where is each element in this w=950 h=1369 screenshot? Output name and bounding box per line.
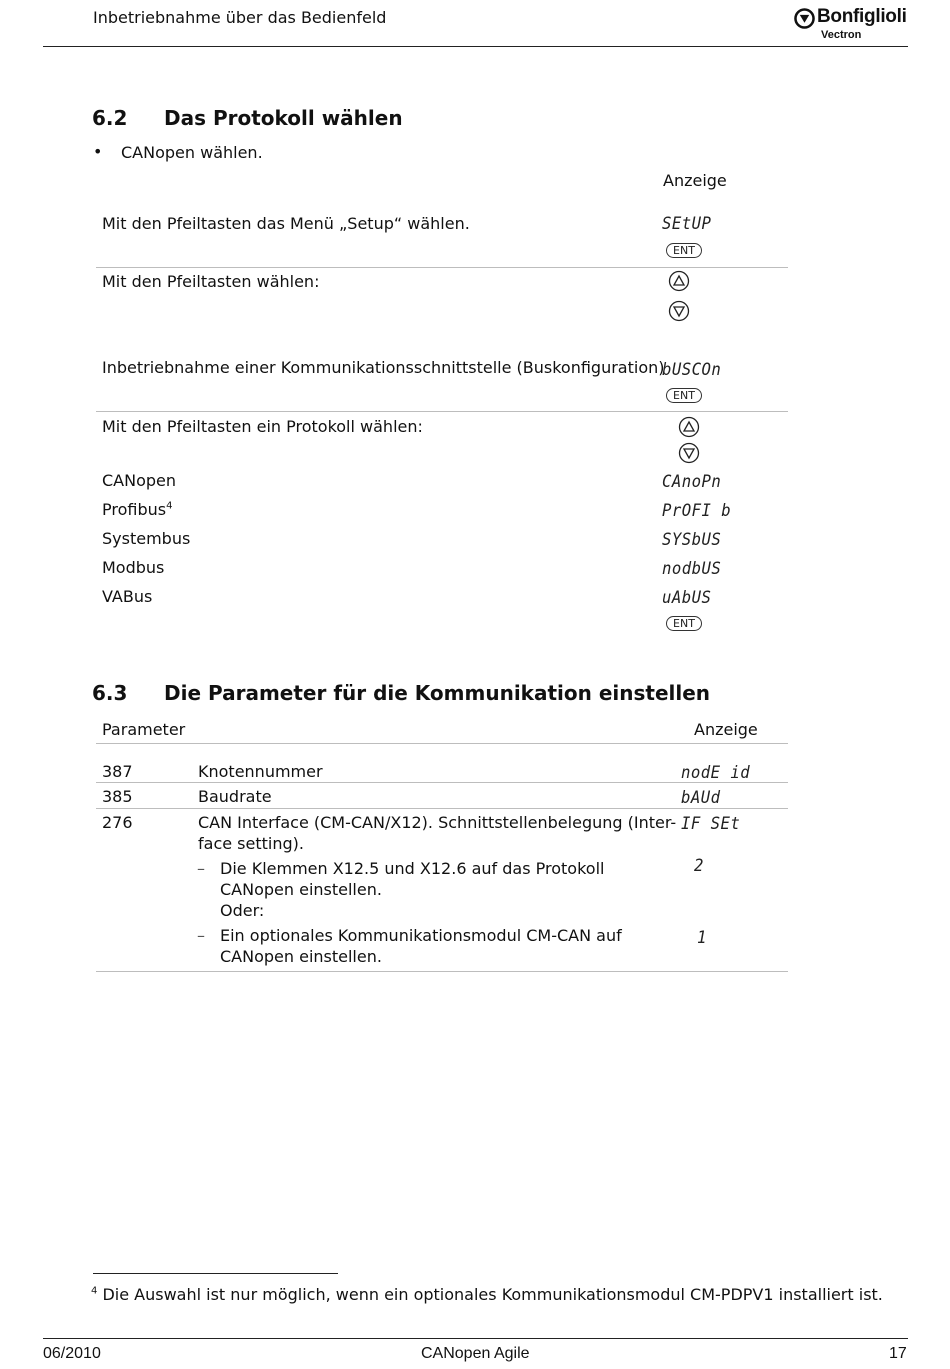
- protocol-item: Systembus: [102, 529, 191, 548]
- option-text: Oder:: [220, 901, 265, 920]
- protocol-display: nodbUS: [662, 559, 722, 579]
- anzeige-column-header: Anzeige: [663, 171, 727, 190]
- protocol-item: Modbus: [102, 558, 165, 577]
- display-buscon: bUSCOn: [662, 360, 722, 380]
- display-setup: SEtUP: [662, 214, 712, 234]
- option-display: 2: [694, 856, 704, 876]
- arrow-up-icon: [668, 270, 690, 292]
- anzeige-column-header: Anzeige: [694, 720, 758, 739]
- option-text: CANopen einstellen.: [220, 880, 382, 899]
- option-dash: –: [197, 926, 205, 945]
- param-number: 387: [102, 762, 133, 781]
- protocol-item: CANopen: [102, 471, 177, 490]
- footnote-text: Die Auswahl ist nur möglich, wenn ein optionales Kommunikationsmodul CM-PDPV1 installiert ist.: [102, 1285, 883, 1304]
- section-62-title: Das Protokoll wählen: [164, 106, 403, 130]
- bonfiglioli-logo: [794, 7, 910, 43]
- protocol-display: SYSbUS: [662, 530, 722, 550]
- step-buscon-text: Inbetriebnahme einer Kommunikationsschnittstelle (Buskonfiguration): [102, 358, 665, 377]
- param-label: Baudrate: [198, 787, 272, 806]
- bullet-canopen: CANopen wählen.: [121, 143, 263, 162]
- param-display: nodE id: [681, 763, 751, 783]
- footnote-rule: [93, 1273, 338, 1274]
- option-dash: –: [197, 859, 205, 878]
- section-63-title: Die Parameter für die Kommunikation einstellen: [164, 681, 711, 705]
- bullet-dot: •: [93, 142, 103, 161]
- section-63-heading: [92, 681, 732, 707]
- ent-key-3: ENT: [666, 616, 702, 631]
- header-rule: [43, 46, 908, 47]
- table-rule: [96, 971, 788, 972]
- logo-sub: Vectron: [821, 29, 862, 41]
- protocol-display: PrOFI b: [662, 501, 732, 521]
- option-text: CANopen einstellen.: [220, 947, 382, 966]
- footnote-ref: 4: [166, 500, 173, 512]
- section-63-number: 6.3: [92, 681, 128, 705]
- parameter-column-header: Parameter: [102, 720, 186, 739]
- table-rule: [96, 808, 788, 809]
- table-rule: [96, 267, 788, 268]
- footer-rule: [43, 1338, 908, 1339]
- footer-date: 06/2010: [43, 1345, 101, 1362]
- footer-product: CANopen Agile: [421, 1345, 530, 1362]
- option-text: Ein optionales Kommunikationsmodul CM-CAN auf: [220, 926, 622, 945]
- arrow-down-icon: [668, 300, 690, 322]
- param-label: Knotennummer: [198, 762, 323, 781]
- option-text: Die Klemmen X12.5 und X12.6 auf das Protokoll: [220, 859, 605, 878]
- protocol-display: uAbUS: [662, 588, 712, 608]
- param-number: 385: [102, 787, 133, 806]
- page-number: 17: [889, 1345, 907, 1362]
- ent-key-2: ENT: [666, 388, 702, 403]
- protocol-display: CAnoPn: [662, 472, 722, 492]
- param-number: 276: [102, 813, 133, 832]
- param-display: bAUd: [681, 788, 721, 808]
- ent-key-1: ENT: [666, 243, 702, 258]
- table-rule: [96, 782, 788, 783]
- section-62-heading: [92, 106, 492, 132]
- step-arrows-text: Mit den Pfeiltasten wählen:: [102, 272, 320, 291]
- arrow-down-icon: [678, 442, 700, 464]
- protocol-item: VABus: [102, 587, 153, 606]
- param-label: CAN Interface (CM-CAN/X12). Schnittstellenbelegung (Inter-: [198, 813, 677, 832]
- param-label: face setting).: [198, 834, 304, 853]
- running-header: Inbetriebnahme über das Bedienfeld: [93, 8, 387, 27]
- step-setup-text: Mit den Pfeiltasten das Menü „Setup“ wählen.: [102, 214, 470, 233]
- protocol-item: Profibus$^4$: [102, 500, 173, 519]
- step-protocol-text: Mit den Pfeiltasten ein Protokoll wählen:: [102, 417, 423, 436]
- arrow-up-icon: [678, 416, 700, 438]
- option-display: 1: [697, 928, 707, 948]
- table-rule: [96, 743, 788, 744]
- param-display: IF SEt: [681, 814, 741, 834]
- table-rule: [96, 411, 788, 412]
- footnote: [91, 1285, 883, 1304]
- bonfiglioli-logo-icon: [794, 8, 815, 29]
- footnote-mark: 4: [91, 1285, 98, 1297]
- logo-name: Bonfiglioli: [817, 6, 907, 27]
- section-62-number: 6.2: [92, 106, 128, 130]
